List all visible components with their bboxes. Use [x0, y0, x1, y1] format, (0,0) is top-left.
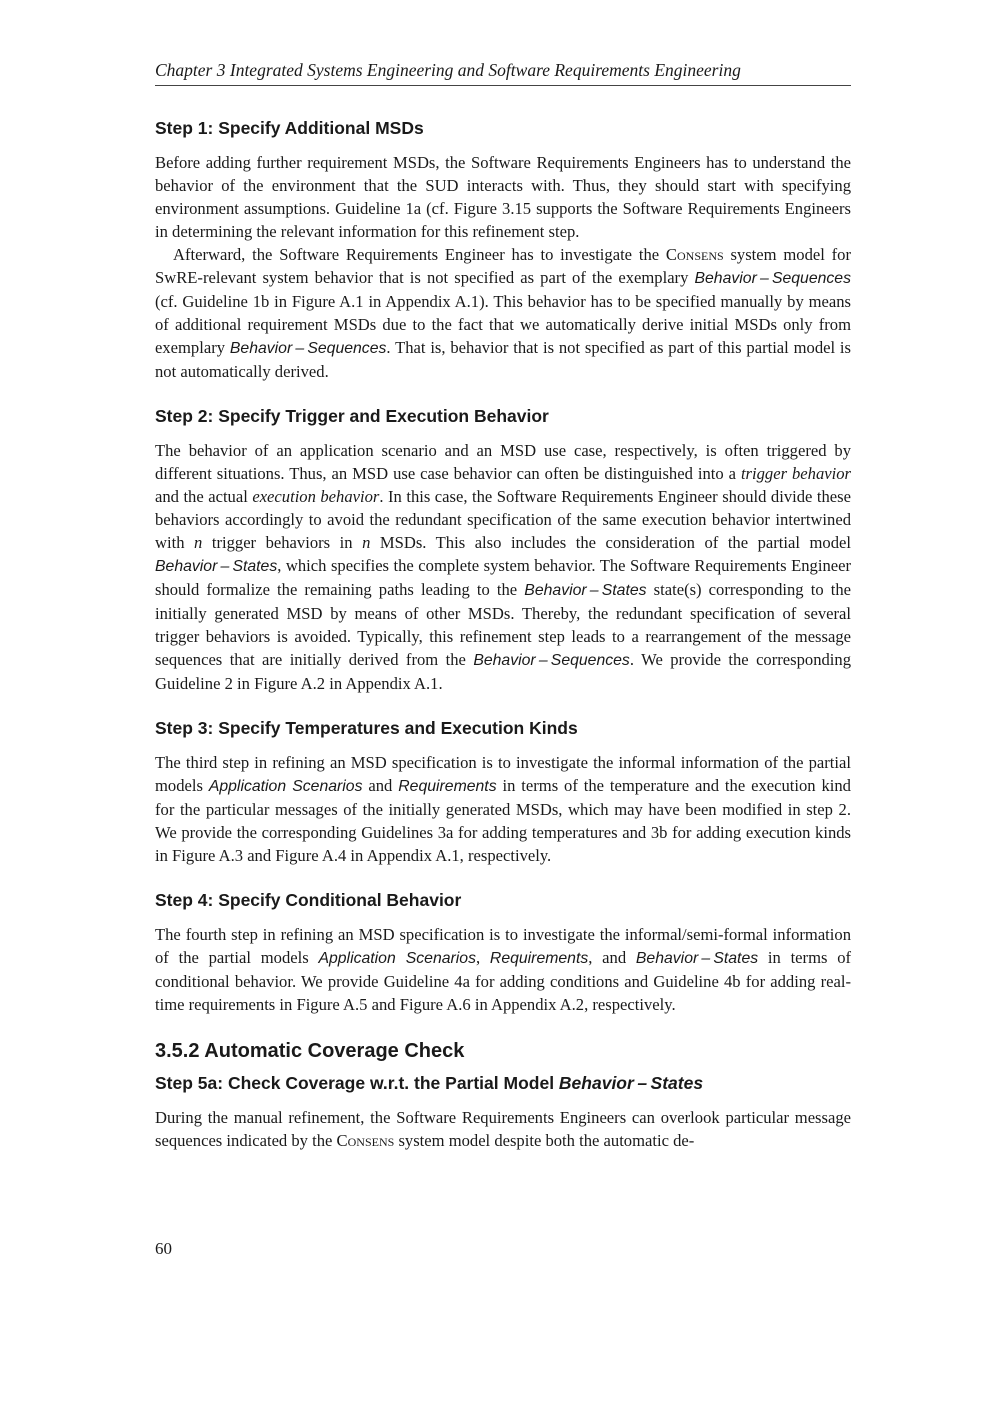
emphasis: trigger behavior	[740, 464, 851, 483]
text-run: , and	[588, 948, 636, 967]
math-variable: n	[194, 533, 203, 552]
model-term: Requirements	[398, 778, 497, 795]
text-run: During the manual refinement, the Software Requirements Engineers can overlook particular message sequences indicated by the	[155, 1108, 851, 1150]
section-heading: 3.5.2 Automatic Coverage Check	[155, 1040, 465, 1062]
text-run: The fourth step in refining an MSD specification is to investigate the informal/semi-formal information of the partial models	[155, 925, 851, 967]
step4-heading: Step 4: Specify Conditional Behavior	[155, 890, 462, 910]
text-run: The third step in refining an MSD specification is to investigate the informal information of the partial models	[155, 753, 851, 795]
step3-paragraph	[155, 751, 851, 867]
consens-name: Consens	[665, 245, 724, 264]
text-run: Afterward, the Software Requirements Engineer has to investigate the	[173, 245, 666, 264]
text-run: (cf. Guideline 1b in Figure A.1 in Appendix A.1). This behavior has to be specified manually by means of additional requirement MSDs due to the fact that we automatically derive initial MSDs only from exemplary	[155, 292, 851, 357]
model-term: Application Scenarios	[318, 950, 476, 967]
text-run: in terms of the temperature and the execution kind for the particular messages of the initially generated MSDs, which may have been modified in step 2. We provide the corresponding Guidelines 3a for adding temperatures and 3b for adding execution kinds in Figure A.3 and Figure A.4 in Appendix A.1, respectively.	[155, 776, 851, 865]
heading-model-term: Behavior – States	[558, 1073, 704, 1093]
text-run: and	[362, 776, 399, 795]
step3-heading: Step 3: Specify Temperatures and Execution Kinds	[155, 718, 578, 738]
text-run: . In this case, the Software Requirements Engineer should divide these behaviors accordingly to avoid the redundant specification of the same execution behavior intertwined with	[155, 487, 851, 552]
text-run: and the actual	[155, 487, 253, 506]
text-run: , which specifies the complete system behavior. The Software Requirements Engineer should formalize the remaining paths leading to the	[155, 556, 851, 599]
step2-heading: Step 2: Specify Trigger and Execution Behavior	[155, 406, 549, 426]
step1-paragraph-1: Before adding further requirement MSDs, the Software Requirements Engineers has to understand the behavior of the environment that the SUD interacts with. Thus, they should start with specifying environment assumptions. Guideline 1a (cf. Figure 3.15 supports the Software Requirements Engineers in determining the relevant information for this refinement step.	[155, 153, 851, 241]
step5a-heading	[155, 1071, 851, 1095]
running-head: Chapter 3 Integrated Systems Engineering and Software Requirements Engineering	[155, 58, 851, 86]
step5a-paragraph	[155, 1106, 851, 1152]
text-run: system model despite both the automatic de-	[394, 1131, 695, 1150]
emphasis: execution behavior	[252, 487, 380, 506]
text-run: in terms of conditional behavior. We provide Guideline 4a for adding conditions and Guideline 4b for adding real-time requirements in Figure A.5 and Figure A.6 in Appendix A.2, respectively.	[155, 948, 852, 1014]
text-run: state(s) corresponding to the initially generated MSD by means of other MSDs. Thereby, the redundant specification of several trigger behaviors is avoided. Typically, this refinement step leads to a rearrangement of the message sequences that are initially derived from the	[155, 580, 852, 669]
model-term: Behavior – Sequences	[229, 340, 387, 357]
model-term: Behavior – States	[155, 558, 278, 575]
text-run: . We provide the corresponding Guideline 2 in Figure A.2 in Appendix A.1.	[155, 650, 851, 693]
consens-name: Consens	[336, 1131, 395, 1150]
text-run: MSDs. This also includes the consideration of the partial model	[370, 533, 851, 552]
math-variable: n	[362, 533, 371, 552]
model-term: Behavior – Sequences	[694, 270, 851, 287]
model-term: Behavior – States	[524, 582, 647, 599]
step1-paragraph-2	[155, 243, 851, 383]
step2-paragraph	[155, 439, 851, 695]
step4-paragraph	[155, 923, 851, 1016]
text-run: ,	[475, 948, 490, 967]
main-text	[155, 116, 851, 1152]
model-term: Application Scenarios	[208, 778, 363, 795]
page-number: 60	[155, 1239, 172, 1258]
step1-heading: Step 1: Specify Additional MSDs	[155, 118, 424, 138]
heading-text: Step 5a: Check Coverage w.r.t. the Partial Model	[155, 1073, 559, 1093]
text-run: system model for SwRE-relevant system behavior that is not specified as part of the exemplary	[155, 245, 851, 287]
model-term: Requirements	[489, 950, 589, 967]
text-run: trigger behaviors in	[202, 533, 363, 552]
text-run: The behavior of an application scenario and an MSD use case, respectively, is often triggered by different situations. Thus, an MSD use case behavior can often be distinguished into a	[155, 441, 851, 483]
model-term: Behavior – States	[635, 950, 759, 967]
model-term: Behavior – Sequences	[473, 652, 630, 669]
text-run: . That is, behavior that is not specified as part of this partial model is not automatically derived.	[155, 338, 852, 381]
